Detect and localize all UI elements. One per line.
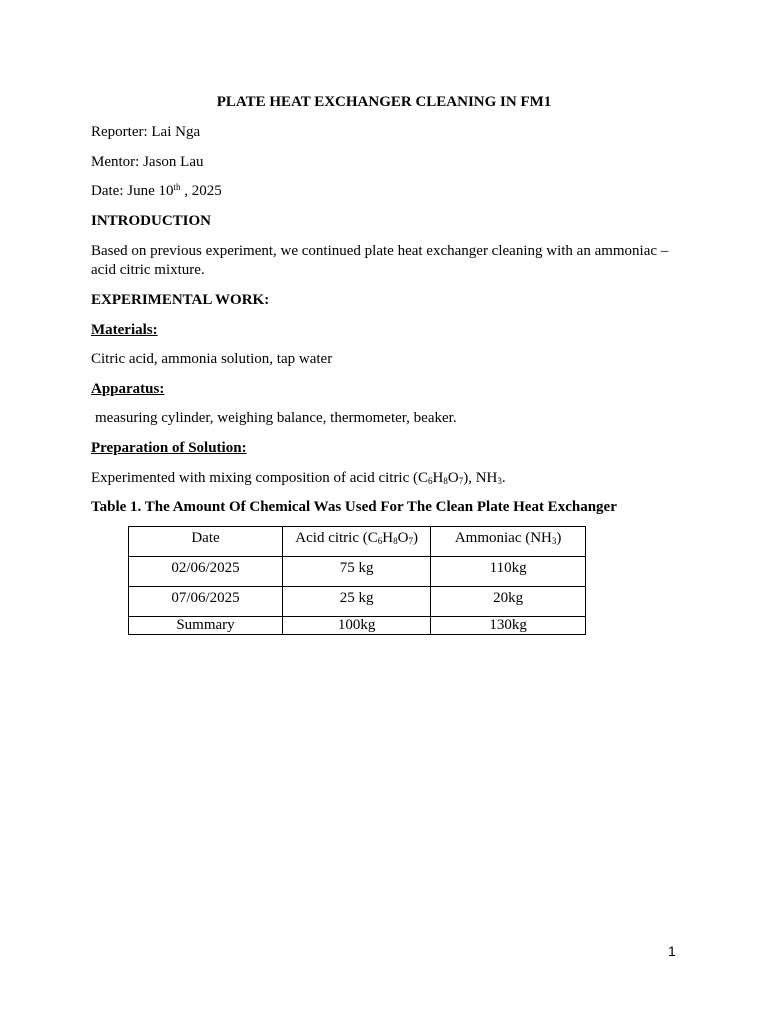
- cell-acid: 75 kg: [283, 557, 431, 587]
- subscript: 3: [551, 536, 557, 546]
- preparation-heading: Preparation of Solution:: [91, 440, 247, 456]
- header-text: O: [397, 530, 409, 546]
- subscript: 7: [458, 476, 464, 486]
- introduction-text-line-2: acid citric mixture.: [91, 262, 205, 278]
- materials-heading: Materials:: [91, 322, 158, 338]
- cell-date: 02/06/2025: [129, 557, 283, 587]
- subscript: 3: [497, 476, 502, 486]
- materials-text: Citric acid, ammonia solution, tap water: [91, 351, 333, 367]
- subscript: 8: [393, 536, 398, 546]
- table-header-row: [129, 527, 586, 557]
- header-text: Ammoniac (NH: [454, 530, 552, 546]
- formula-part: O: [447, 470, 459, 486]
- document-title: PLATE HEAT EXCHANGER CLEANING IN FM1: [216, 94, 552, 110]
- subscript: 6: [377, 536, 383, 546]
- introduction-heading: INTRODUCTION: [91, 213, 212, 229]
- table-row-summary: [129, 617, 586, 635]
- experimental-work-heading: EXPERIMENTAL WORK:: [91, 292, 270, 308]
- page-number: 1: [668, 943, 676, 959]
- date-suffix: , 2025: [180, 183, 222, 199]
- introduction-text-line-1: Based on previous experiment, we continued plate heat exchanger cleaning with an ammoniac –: [91, 243, 669, 259]
- mentor-line: Mentor: Jason Lau: [91, 154, 204, 170]
- subscript: 6: [428, 476, 433, 486]
- header-date: Date: [129, 527, 283, 557]
- formula-part: H: [432, 470, 444, 486]
- header-text: H: [382, 530, 394, 546]
- subscript: 8: [443, 476, 448, 486]
- header-acid-citric: [283, 527, 431, 557]
- cell-ammoniac: 110kg: [431, 557, 586, 587]
- reporter-line: Reporter: Lai Nga: [91, 124, 201, 140]
- preparation-text: [91, 469, 681, 488]
- apparatus-heading: Apparatus:: [91, 381, 165, 397]
- cell-acid: 100kg: [283, 617, 431, 635]
- formula-part: .: [501, 470, 506, 486]
- date-line: [91, 182, 681, 201]
- apparatus-text: measuring cylinder, weighing balance, thermometer, beaker.: [95, 410, 457, 426]
- table-row: [129, 587, 586, 617]
- header-text: ): [412, 530, 418, 546]
- header-ammoniac: [431, 527, 586, 557]
- date-superscript: th: [173, 182, 181, 192]
- prep-text-prefix: Experimented with mixing composition of acid citric (C: [91, 470, 429, 486]
- cell-acid: 25 kg: [283, 587, 431, 617]
- cell-ammoniac: 130kg: [431, 617, 586, 635]
- header-text: Acid citric (C: [295, 530, 378, 546]
- cell-date: 07/06/2025: [129, 587, 283, 617]
- chemical-amount-table: [128, 526, 586, 635]
- table-caption: Table 1. The Amount Of Chemical Was Used For The Clean Plate Heat Exchanger: [91, 499, 617, 515]
- header-text: ): [556, 530, 562, 546]
- subscript: 7: [408, 536, 413, 546]
- cell-ammoniac: 20kg: [431, 587, 586, 617]
- cell-date: Summary: [129, 617, 283, 635]
- date-prefix: Date: June 10: [91, 183, 174, 199]
- formula-part: ), NH: [463, 470, 498, 486]
- table-row: [129, 557, 586, 587]
